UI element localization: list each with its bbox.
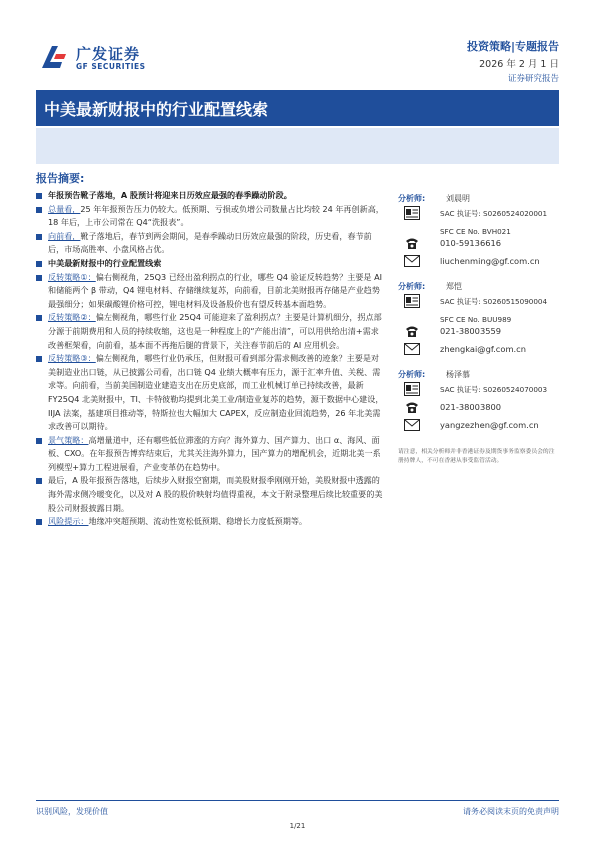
analyst-phone-row bbox=[398, 400, 568, 418]
report-type: 投资策略|专题报告 bbox=[466, 40, 559, 53]
id-card-icon bbox=[404, 382, 420, 396]
report-date: 2026 年 2 月 1 日 bbox=[479, 59, 559, 70]
analyst-email[interactable]: zhengkai@gf.com.cn bbox=[440, 344, 526, 354]
bullet-icon bbox=[36, 519, 42, 525]
analyst-phone-row bbox=[398, 324, 568, 342]
bullet-icon bbox=[36, 261, 42, 267]
analyst-phone: 010-59136616 bbox=[440, 238, 502, 248]
abstract-paragraph bbox=[36, 515, 384, 529]
subtitle-band bbox=[36, 128, 559, 164]
paragraph-lead: 反转策略③： bbox=[48, 353, 96, 364]
analyst-spacer bbox=[398, 272, 568, 280]
abstract-paragraph bbox=[36, 230, 384, 257]
envelope-icon bbox=[404, 342, 420, 356]
abstract-paragraph bbox=[36, 271, 384, 312]
report-dept: 证券研究报告 bbox=[507, 74, 559, 84]
analyst-name: 刘晨明 bbox=[446, 194, 470, 203]
bullet-icon bbox=[36, 275, 42, 281]
company-logo bbox=[36, 34, 176, 80]
footer-disclaimer: 请务必阅读末页的免责声明 bbox=[463, 807, 559, 816]
analyst-email[interactable]: liuchenming@gf.com.cn bbox=[440, 256, 540, 266]
analyst-email-row[interactable] bbox=[398, 342, 568, 360]
analyst-sac: SAC 执证号: S0260515090004 bbox=[440, 297, 548, 306]
abstract-paragraph bbox=[36, 474, 384, 515]
paragraph-lead: 反转策略①： bbox=[48, 271, 96, 282]
footer-divider bbox=[36, 800, 559, 801]
paragraph-lead: 总量看， bbox=[48, 203, 81, 214]
paragraph-text: 靴子落地后，春节到两会期间，是春季躁动日历效应最强的阶段，历史看，春节前后，市场高胜率、小盘风格占优。 bbox=[48, 230, 372, 255]
page-number: 1/21 bbox=[289, 822, 306, 830]
logo-name-cn: 广发证券 bbox=[76, 45, 141, 63]
paragraph-text: 最后，A 股年报预告落地，后续步入财报空窗期，而美股财报季刚刚开始，美股财报中透露的海外需求侧冷暖变化，以及对 A 股的股价映射均值得重视，本文于附录整理后续比较重要的美股公司财报披露日期。 bbox=[48, 475, 383, 513]
analyst-name: 杨泽慕 bbox=[446, 370, 470, 379]
phone-icon bbox=[404, 236, 420, 250]
paragraph-text: 偏左侧视角，哪些行业 25Q4 可能迎来了盈利拐点？主要是计算机细分，拐点部分源于前期费用和人员的持续收缩，这也是一种程度上的“产能出清”，可以用供给出清+需求改善框架看，向前看，基本面不再拖后腿的背景下，关注春节前后的 AI 应用机会。 bbox=[48, 312, 382, 350]
analyst-email-row[interactable] bbox=[398, 254, 568, 272]
logo-mark-icon bbox=[36, 40, 70, 74]
abstract-paragraph bbox=[36, 311, 384, 352]
bullet-icon bbox=[36, 478, 42, 484]
analyst-sfc-row bbox=[398, 224, 568, 236]
envelope-icon bbox=[404, 254, 420, 268]
analyst-sac-row bbox=[398, 206, 568, 224]
regulatory-note: 请注意，相关分析师并非香港证券及期货事务监察委员会的注册持牌人，不可在香港从事受监管活动。 bbox=[398, 449, 555, 464]
id-card-icon bbox=[404, 294, 420, 308]
paragraph-text: 中美最新财报中的行业配置线索 bbox=[48, 257, 162, 268]
paragraph-text: 年报预告靴子落地，A 股预计将迎来日历效应最强的春季躁动阶段。 bbox=[48, 190, 292, 200]
paragraph-text: 高增量道中，还有哪些低位滞涨的方向？海外算力、国产算力、出口 α、海风、面板、CXO。在年报预告博弈结束后，尤其关注海外算力，国产算力的增配机会，近期北美一系列模型+算力工程进展看，产业变革仍在趋势中。 bbox=[48, 434, 381, 472]
analyst-phone: 021-38003800 bbox=[440, 402, 502, 412]
analyst-phone-row bbox=[398, 236, 568, 254]
paragraph-text: 偏右侧视角，25Q3 已经出盈利拐点的行业，哪些 Q4 验证反转趋势？主要是 AI 和储能两个 β 带动，Q4 锂电材料、存储继续复苏，向前看，目前北美财报再存储是产业趋势最强细分；如果碳酸锂价格可控，锂电材料及设备股价也有望反转基本面趋势。 bbox=[48, 271, 383, 309]
bullet-icon bbox=[36, 315, 42, 321]
id-card-icon bbox=[404, 206, 420, 220]
envelope-icon bbox=[404, 418, 420, 432]
analyst-header bbox=[398, 280, 568, 294]
abstract-paragraph bbox=[36, 189, 384, 203]
analyst-email[interactable]: yangzezhen@gf.com.cn bbox=[440, 420, 539, 430]
bullet-icon bbox=[36, 234, 42, 240]
paragraph-text: 25 年年报预告压力仍较大。低预期、亏损或负增公司数量占比均较 24 年再创新高，18 年后，上市公司常在 Q4“洗报表”。 bbox=[48, 203, 384, 228]
analyst-sfc-row bbox=[398, 312, 568, 324]
abstract-paragraph bbox=[36, 352, 384, 434]
analyst-label: 分析师: bbox=[398, 370, 426, 379]
analyst-label: 分析师: bbox=[398, 282, 426, 291]
analyst-header bbox=[398, 192, 568, 206]
paragraph-lead: 反转策略②： bbox=[48, 312, 96, 323]
paragraph-text: 地缘冲突超预期、流动性宽松低预期、稳增长力度低预期等。 bbox=[88, 516, 308, 527]
abstract-body bbox=[36, 189, 384, 529]
analyst-header bbox=[398, 368, 568, 382]
abstract-paragraph bbox=[36, 434, 384, 475]
analyst-spacer bbox=[398, 436, 568, 444]
page-title: 中美最新财报中的行业配置线索 bbox=[44, 100, 269, 119]
analyst-spacer bbox=[398, 360, 568, 368]
paragraph-text: 偏左侧视角，哪些行业仍承压，但财报可看到部分需求侧改善的迹象？主要是对美制造业出口链，从已披露公司看，出口链 Q4 业绩大概率有压力，源于汇率升值、关税、需求等。向前看，当前美国制造业建造支出在历史底部，而工业机械订单已持续改善，最新 FY25Q4 北美财报中，TI、卡特彼勒均提到北美工业/制造业复苏的趋势，源于数据中心建设，IIJA 法案，基建项目推动等，特斯拉也大幅加大 CAPEX，反应制造业回流趋势，26 年北美需求改善可以期待。 bbox=[48, 353, 384, 432]
paragraph-lead: 风险提示： bbox=[48, 516, 89, 527]
bullet-icon bbox=[36, 356, 42, 362]
analyst-sac: SAC 执证号: S0260524070003 bbox=[440, 385, 548, 394]
abstract-paragraph bbox=[36, 203, 384, 230]
title-band bbox=[36, 90, 559, 126]
analyst-sac-row bbox=[398, 382, 568, 400]
phone-icon bbox=[404, 324, 420, 338]
abstract-paragraph bbox=[36, 257, 384, 271]
footer-slogan: 识别风险，发现价值 bbox=[36, 807, 108, 816]
paragraph-lead: 向前看， bbox=[48, 230, 81, 241]
analyst-sac-row bbox=[398, 294, 568, 312]
phone-icon bbox=[404, 400, 420, 414]
logo-name-en: GF SECURITIES bbox=[76, 62, 146, 71]
analyst-sac: SAC 执证号: S0260524020001 bbox=[440, 209, 548, 218]
bullet-icon bbox=[36, 207, 42, 213]
analyst-email-row[interactable] bbox=[398, 418, 568, 436]
analyst-name: 郑恺 bbox=[446, 282, 462, 291]
analyst-panel bbox=[398, 192, 568, 466]
analyst-sfc: SFC CE No. BVH021 bbox=[440, 227, 511, 236]
analyst-label: 分析师: bbox=[398, 194, 426, 203]
bullet-icon bbox=[36, 438, 42, 444]
analyst-phone: 021-38003559 bbox=[440, 326, 502, 336]
paragraph-lead: 景气策略： bbox=[48, 434, 89, 445]
analyst-sfc: SFC CE No. BUU989 bbox=[440, 315, 512, 324]
abstract-label: 报告摘要: bbox=[36, 172, 85, 185]
bullet-icon bbox=[36, 193, 42, 199]
